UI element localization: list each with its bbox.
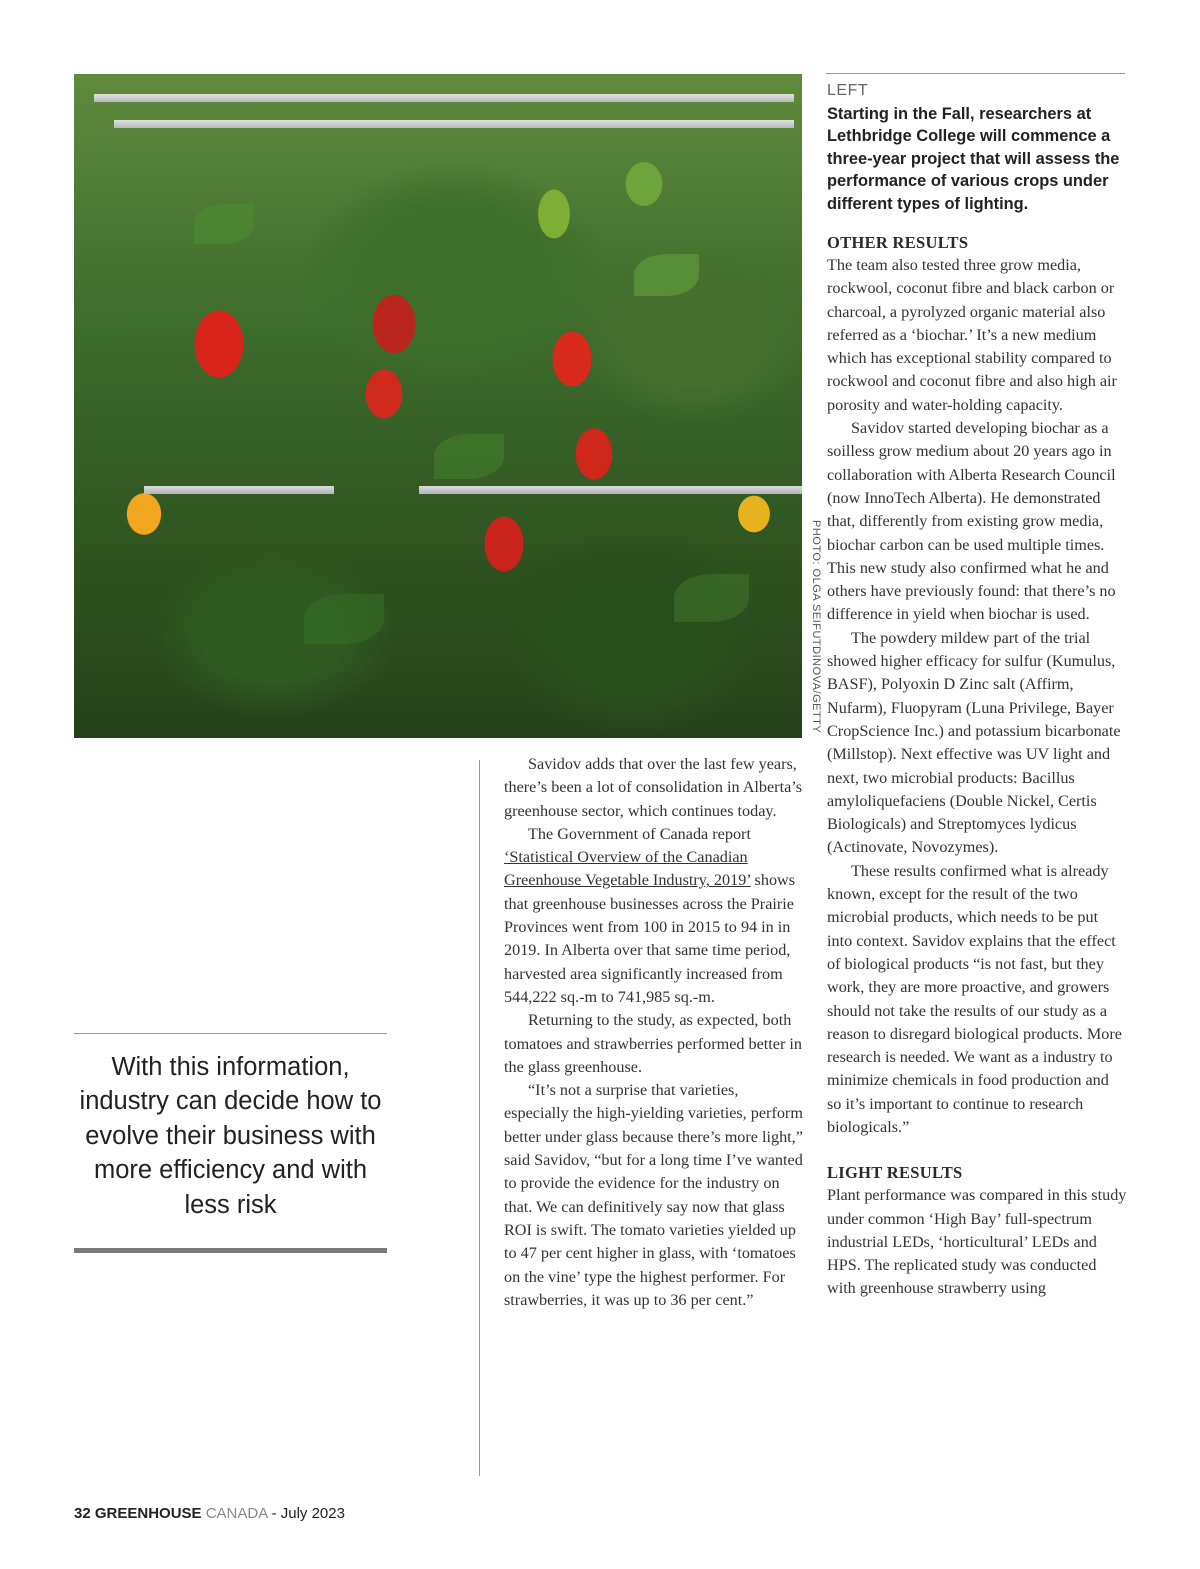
- pull-quote-bottom-rule: [74, 1248, 387, 1253]
- right-column: [827, 232, 1127, 1301]
- paragraph-text: The Government of Canada report: [528, 824, 751, 843]
- caption-label: LEFT: [827, 82, 869, 99]
- leaf-shape: [674, 574, 749, 622]
- grow-light-bar: [419, 486, 802, 494]
- paragraph: These results confirmed what is already known, except for the result of the two microbial products, which needs to be put into context. Savidov explains that the effect of biological products “is not fast, but they work, they are more proactive, and growers should not take the results of our study as a reason to disregard biological products. More research is needed. We want as a industry to minimize chemicals in food production and so it’s important to continue to research biologicals.”: [827, 861, 1122, 1136]
- paragraph: The powdery mildew part of the trial showed higher efficacy for sulfur (Kumulus, BASF), Polyoxin D Zinc salt (Affirm, Nufarm), Fluopyram (Luna Privilege, Bayer CropScience Inc.) and potassium bicarbonate (Millstop). Next effective was UV light and next, two microbial products: Bacillus amyloliquefaciens (Double Nickel, Certis Biologicals) and Streptomyces lydicus (Actinovate, Novozymes).: [827, 628, 1121, 857]
- grow-light-bar: [144, 486, 334, 494]
- heading-light-results: LIGHT RESULTS: [827, 1163, 963, 1183]
- pepper-plants-photo: [74, 74, 802, 738]
- magazine-name-light: CANADA: [205, 1505, 268, 1522]
- caption-rule: [826, 73, 1125, 74]
- heading-other-results: OTHER RESULTS: [827, 233, 969, 252]
- paragraph-text: shows that greenhouse businesses across the Prairie Provinces went from 100 in 2015 to 94 in in 2019. In Alberta over that same time period, harvested area significantly increased from 544,222 sq.-m to 741,985 sq.-m.: [504, 871, 796, 1006]
- column-rule: [479, 760, 480, 1476]
- pull-quote: With this information, industry can decide how to evolve their business with more efficiency and with less risk: [79, 1053, 382, 1219]
- report-link[interactable]: ‘Statistical Overview of the Canadian Greenhouse Vegetable Industry, 2019’: [504, 848, 751, 890]
- paragraph: Returning to the study, as expected, both tomatoes and strawberries performed better in the glass greenhouse.: [504, 1011, 803, 1076]
- paragraph: Savidov started developing biochar as a soilless grow medium about 20 years ago in collaboration with Alberta Research Council (now InnoTech Alberta). He demonstrated that, differently from existing grow media, biochar carbon can be used multiple times. This new study also confirmed what he and others have previously found: that there’s no difference in yield when biochar is used.: [827, 419, 1116, 624]
- leaf-shape: [434, 434, 504, 479]
- page-number: 32: [74, 1505, 91, 1522]
- grow-light-bar: [94, 94, 794, 102]
- middle-column: [504, 753, 804, 1312]
- leaf-shape: [304, 594, 384, 644]
- page-footer: [74, 1505, 345, 1522]
- issue-date: - July 2023: [267, 1505, 345, 1522]
- paragraph: “It’s not a surprise that varieties, especially the high-yielding varieties, perform better under glass because there’s more light,” said Savidov, “but for a long time I’ve wanted to provide the evidence for the industry on that. We can definitively say now that glass ROI is swift. The tomato varieties yielded up to 47 per cent higher in glass, with ‘tomatoes on the vine’ type the highest performer. For strawberries, it was up to 36 per cent.”: [504, 1081, 803, 1309]
- leaf-shape: [634, 254, 699, 296]
- paragraph: Savidov adds that over the last few years, there’s been a lot of consolidation in Alberta’s greenhouse sector, which continues today.: [504, 755, 803, 820]
- paragraph: Plant performance was compared in this study under common ‘High Bay’ full-spectrum industrial LEDs, ‘horticultural’ LEDs and HPS. The replicated study was conducted with greenhouse strawberry using: [827, 1186, 1127, 1298]
- magazine-name: GREENHOUSE: [94, 1505, 202, 1522]
- caption-text: Starting in the Fall, researchers at Lethbridge College will commence a three-year project that will assess the performance of various crops under different types of lighting.: [827, 105, 1120, 213]
- paragraph: [504, 823, 804, 1009]
- photo-credit: PHOTO: OLGA SEIFUTDINOVA/GETTY: [810, 520, 822, 734]
- leaf-shape: [194, 204, 254, 244]
- pull-quote-top-rule: [74, 1033, 387, 1034]
- grow-light-bar: [114, 120, 794, 128]
- paragraph: The team also tested three grow media, rockwool, coconut fibre and black carbon or charcoal, a pyrolyzed organic material also referred as a ‘biochar.’ It’s a new medium which has exceptional stability compared to rockwool and coconut fibre and also high air porosity and water-holding capacity.: [827, 256, 1117, 414]
